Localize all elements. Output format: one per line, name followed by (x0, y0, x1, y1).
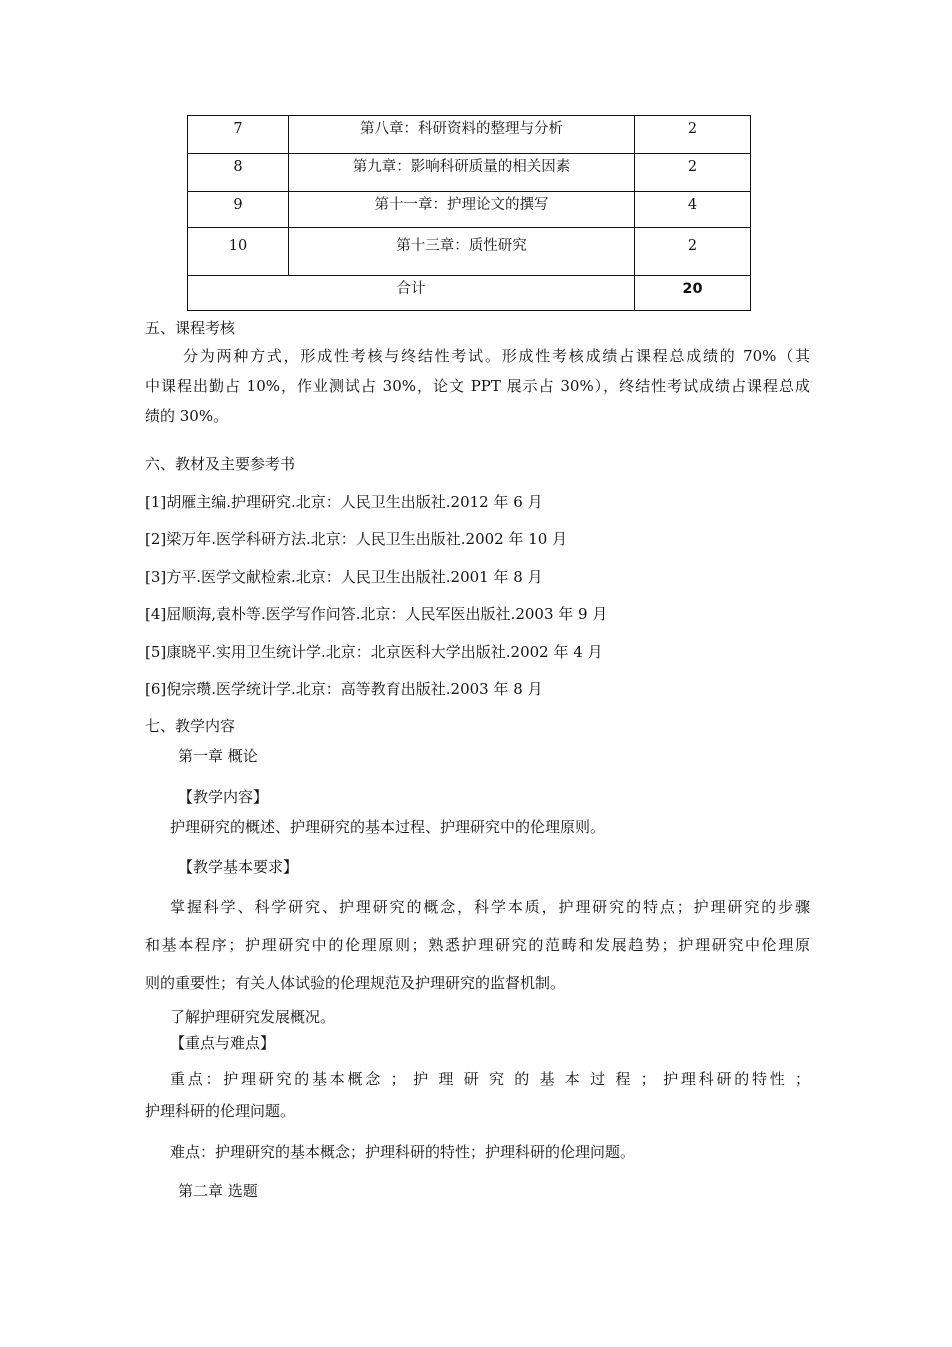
table-row (188, 192, 751, 228)
requirements-line-1: 掌握科学、科学研究、护理研究的概念，科学本质，护理研究的特点；护理研究的步骤 (170, 898, 810, 916)
assessment-paragraph (145, 341, 810, 431)
chapter-title-text: 第十三章：质性研究 (396, 237, 527, 254)
reference-item: [2]梁万年.医学科研方法.北京：人民卫生出版社.2002 年 10 月 (145, 530, 568, 548)
class-hours: 4 (635, 192, 751, 228)
chapter-title: 第十一章：护理论文的撰写 (289, 192, 635, 228)
class-hours (635, 228, 751, 276)
section-heading-references: 六、教材及主要参考书 (145, 455, 296, 473)
total-value: 20 (635, 276, 751, 311)
table-total-row (188, 276, 751, 311)
chapter-title (289, 228, 635, 276)
row-number: 7 (188, 116, 289, 154)
key-points-paragraph (145, 1063, 810, 1127)
chapter-2-title: 第二章 选题 (178, 1182, 258, 1200)
reference-item: [4]屈顺海,袁朴等.医学写作问答.北京：人民军医出版社.2003 年 9 月 (145, 605, 608, 623)
understand-text: 了解护理研究发展概况。 (170, 1008, 336, 1026)
class-hours: 2 (635, 154, 751, 192)
teaching-content-text: 护理研究的概述、护理研究的基本过程、护理研究中的伦理原则。 (170, 818, 606, 836)
reference-item: [3]方平.医学文献检索.北京：人民卫生出版社.2001 年 8 月 (145, 568, 543, 586)
table-row (188, 116, 751, 154)
class-hours: 2 (635, 116, 751, 154)
basic-requirements-label: 【教学基本要求】 (178, 858, 299, 876)
total-label: 合计 (188, 276, 635, 311)
key-points-label: 【重点与难点】 (170, 1034, 276, 1052)
table-row (188, 228, 751, 276)
requirements-line-2: 和基本程序；护理研究中的伦理原则；熟悉护理研究的范畴和发展趋势；护理研究中伦理原 (145, 936, 810, 954)
section-heading-assessment: 五、课程考核 (145, 319, 236, 337)
assessment-line-2: 中课程出勤占 10%，作业测试占 30%，论文 PPT 展示占 30%），终结性考试成绩占课程总成 (145, 377, 810, 395)
row-number: 9 (188, 192, 289, 228)
class-hours-text: 2 (687, 237, 698, 254)
assessment-line-1: 分为两种方式，形成性考核与终结性考试。形成性考核成绩占课程总成绩的 70%（其 (183, 347, 810, 365)
assessment-line-3: 绩的 30%。 (145, 407, 229, 425)
reference-item: [1]胡雁主编.护理研究.北京：人民卫生出版社.2012 年 6 月 (145, 493, 543, 511)
section-heading-teaching-content: 七、教学内容 (145, 717, 236, 735)
row-number-text: 10 (228, 237, 248, 254)
class-hours-table (187, 115, 751, 311)
basic-requirements-paragraph (145, 888, 810, 1002)
difficulties-text: 难点：护理研究的基本概念；护理科研的特性；护理科研的伦理问题。 (170, 1143, 636, 1161)
chapter-title: 第八章：科研资料的整理与分析 (289, 116, 635, 154)
row-number (188, 228, 289, 276)
requirements-line-3: 则的重要性；有关人体试验的伦理规范及护理研究的监督机制。 (145, 974, 566, 992)
chapter-title: 第九章：影响科研质量的相关因素 (289, 154, 635, 192)
row-number: 8 (188, 154, 289, 192)
reference-item: [5]康晓平.实用卫生统计学.北京：北京医科大学出版社.2002 年 4 月 (145, 643, 603, 661)
chapter-1-title: 第一章 概论 (178, 747, 258, 765)
key-points-line-2: 护理科研的伦理问题。 (145, 1102, 296, 1120)
key-points-line-1: 重点：护理研究的基本概念 ； 护 理 研 究 的 基 本 过 程 ； 护理科研的特性 ； (170, 1070, 810, 1088)
teaching-content-label: 【教学内容】 (178, 788, 269, 806)
table-row (188, 154, 751, 192)
reference-item: [6]倪宗瓒.医学统计学.北京：高等教育出版社.2003 年 8 月 (145, 680, 543, 698)
